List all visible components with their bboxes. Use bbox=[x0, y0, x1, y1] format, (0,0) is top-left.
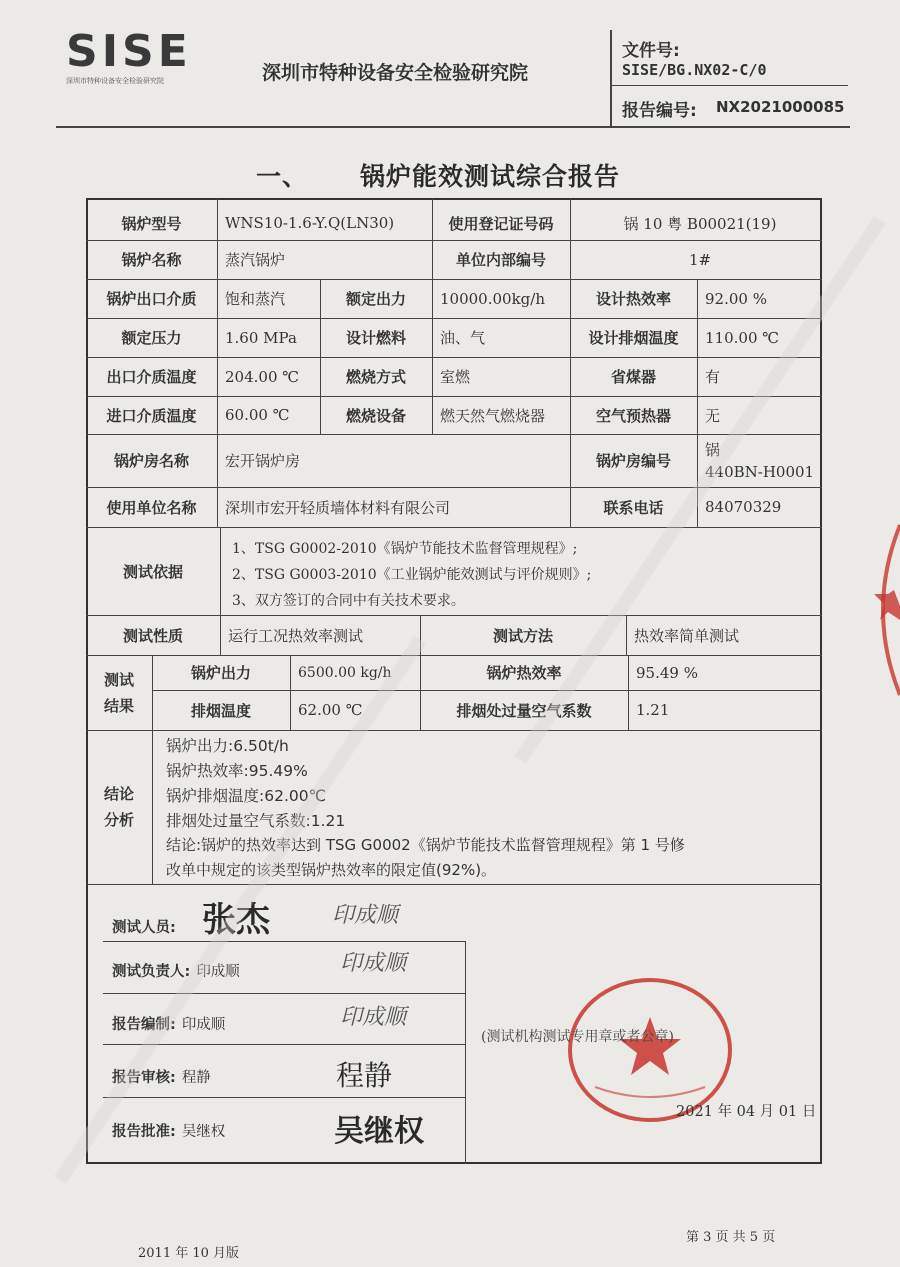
outlet-medium-label: 锅炉出口介质 bbox=[106, 290, 197, 308]
leader-name: 印成顺 bbox=[196, 964, 240, 980]
leader-signature: 印成顺 bbox=[340, 951, 407, 976]
phone-label: 联系电话 bbox=[603, 498, 664, 517]
outlet-temp-value: 204.00 ℃ bbox=[225, 367, 300, 386]
design-eff-label: 设计热效率 bbox=[595, 290, 671, 308]
tester-label: 测试人员: bbox=[112, 920, 176, 936]
result-excess-air-value: 1.21 bbox=[636, 701, 670, 719]
result-exhaust-value: 62.00 ℃ bbox=[298, 701, 363, 719]
room-name-label: 锅炉房名称 bbox=[113, 452, 189, 470]
room-name-value: 宏开锅炉房 bbox=[225, 452, 301, 470]
doc-no-value: SISE/BG.NX02-C/0 bbox=[622, 61, 767, 79]
basis-item: 3、双方签订的合同中有关技术要求。 bbox=[232, 593, 465, 609]
design-exhaust-label: 设计排烟温度 bbox=[588, 329, 679, 347]
burner-value: 燃天然气燃烧器 bbox=[440, 406, 546, 425]
rated-output-value: 10000.00kg/h bbox=[440, 289, 545, 308]
approver-label: 报告批准: 吴继权 bbox=[112, 1124, 226, 1140]
inlet-temp-value: 60.00 ℃ bbox=[225, 406, 290, 424]
boiler-model-value: WNS10-1.6-Y.Q(LN30) bbox=[225, 214, 395, 232]
method-label: 测试方法 bbox=[492, 626, 553, 645]
rated-pressure-label: 额定压力 bbox=[121, 329, 182, 347]
economizer-label: 省煤器 bbox=[610, 368, 656, 386]
result-output-value: 6500.00 kg/h bbox=[298, 664, 392, 681]
conclusion-line: 锅炉排烟温度:62.00℃ bbox=[166, 787, 327, 805]
rated-pressure-value: 1.60 MPa bbox=[225, 328, 297, 347]
report-no-label: 报告编号: bbox=[622, 101, 697, 121]
combustion-value: 室燃 bbox=[440, 368, 471, 386]
result-excess-air-label: 排烟处过量空气系数 bbox=[456, 701, 592, 720]
compiler-signature: 印成顺 bbox=[340, 1005, 407, 1030]
leader-label: 测试负责人: 印成顺 bbox=[112, 964, 240, 980]
title-text: 锅炉能效测试综合报告 bbox=[360, 162, 621, 191]
room-no-label: 锅炉房编号 bbox=[595, 452, 671, 470]
conclusion-line: 结论:锅炉的热效率达到 TSG G0002《锅炉节能技术监督管理规程》第 1 号修 bbox=[166, 836, 685, 854]
doc-no-label: 文件号: bbox=[622, 41, 680, 61]
result-output-label: 锅炉出力 bbox=[190, 664, 251, 682]
side-seal bbox=[866, 520, 900, 700]
boiler-name-value: 蒸汽锅炉 bbox=[225, 251, 286, 269]
boiler-name-label: 锅炉名称 bbox=[121, 251, 182, 269]
stamp-note: (测试机构测试专用章或者公章) bbox=[481, 1029, 674, 1045]
results-label: 测试 结果 bbox=[103, 670, 134, 715]
conclusion-line: 排烟处过量空气系数:1.21 bbox=[166, 812, 346, 830]
compiler-name: 印成顺 bbox=[181, 1017, 226, 1033]
design-fuel-label: 设计燃料 bbox=[345, 329, 406, 347]
tester-signature-2: 印成顺 bbox=[332, 903, 399, 928]
inlet-temp-label: 进口介质温度 bbox=[106, 406, 197, 425]
design-fuel-value: 油、气 bbox=[440, 329, 486, 347]
design-exhaust-value: 110.00 ℃ bbox=[705, 328, 780, 347]
basis-label: 测试依据 bbox=[122, 562, 183, 581]
basis-item: 1、TSG G0002-2010《锅炉节能技术监督管理规程》; bbox=[232, 541, 578, 557]
conclusion-label: 结论 分析 bbox=[103, 785, 134, 829]
room-no-value bbox=[697, 434, 822, 487]
user-value: 深圳市宏开轻质墙体材料有限公司 bbox=[225, 498, 451, 517]
outlet-medium-value: 饱和蒸汽 bbox=[225, 290, 286, 308]
method-value: 热效率简单测试 bbox=[634, 626, 740, 645]
reviewer-label: 报告审核: 程静 bbox=[112, 1070, 211, 1086]
outlet-temp-label: 出口介质温度 bbox=[106, 368, 197, 386]
room-no-line1: 锅 bbox=[705, 440, 721, 459]
report-no-value: NX2021000085 bbox=[716, 98, 845, 116]
result-exhaust-label: 排烟温度 bbox=[190, 701, 251, 720]
logo-text: SISE bbox=[66, 26, 192, 77]
reviewer-name: 程静 bbox=[181, 1070, 211, 1086]
header-divider bbox=[56, 126, 848, 128]
basis-item: 2、TSG G0003-2010《工业锅炉能效测试与评价规则》; bbox=[232, 567, 592, 583]
reg-cert-label: 使用登记证号码 bbox=[448, 214, 554, 233]
approver-name: 吴继权 bbox=[181, 1124, 226, 1140]
phone-value: 84070329 bbox=[705, 498, 782, 516]
air-preheater-value: 无 bbox=[705, 406, 721, 425]
internal-no-value: 1# bbox=[688, 250, 712, 269]
reg-cert-value: 锅 10 粤 B00021(19) bbox=[623, 214, 777, 233]
reviewer-signature: 程静 bbox=[336, 1059, 393, 1092]
nature-value: 运行工况热效率测试 bbox=[228, 626, 364, 645]
nature-label: 测试性质 bbox=[122, 626, 183, 645]
internal-no-label: 单位内部编号 bbox=[455, 251, 546, 269]
rated-output-label: 额定出力 bbox=[345, 290, 406, 308]
compiler-label: 报告编制: 印成顺 bbox=[112, 1017, 226, 1033]
design-eff-value: 92.00 % bbox=[705, 289, 767, 308]
result-eff-label: 锅炉热效率 bbox=[486, 664, 562, 682]
user-label: 使用单位名称 bbox=[106, 498, 197, 517]
burner-label: 燃烧设备 bbox=[345, 406, 406, 425]
edition-note: 2011 年 10 月版 bbox=[138, 1246, 240, 1261]
conclusion-line: 锅炉热效率:95.49% bbox=[166, 762, 308, 780]
report-title bbox=[256, 157, 620, 193]
boiler-model-label: 锅炉型号 bbox=[121, 214, 182, 233]
page-number: 第 3 页 共 5 页 bbox=[686, 1230, 776, 1245]
result-eff-value: 95.49 % bbox=[636, 663, 698, 682]
tester-signature-1: 张杰 bbox=[202, 900, 270, 940]
approver-signature: 吴继权 bbox=[334, 1114, 424, 1149]
room-no-line2: 440BN-H0001 bbox=[705, 462, 815, 481]
institute-name: 深圳市特种设备安全检验研究院 bbox=[262, 62, 529, 84]
air-preheater-label: 空气预热器 bbox=[595, 406, 671, 425]
report-date: 2021 年 04 月 01 日 bbox=[676, 1104, 817, 1120]
logo-subtext: 深圳市特种设备安全检验研究院 bbox=[66, 77, 164, 85]
conclusion-line: 锅炉出力:6.50t/h bbox=[166, 737, 289, 755]
combustion-label: 燃烧方式 bbox=[345, 368, 406, 386]
conclusion-line: 改单中规定的该类型锅炉热效率的限定值(92%)。 bbox=[166, 861, 497, 879]
economizer-value: 有 bbox=[705, 368, 721, 386]
title-number: 一、 bbox=[256, 162, 309, 191]
sise-logo bbox=[66, 26, 192, 86]
